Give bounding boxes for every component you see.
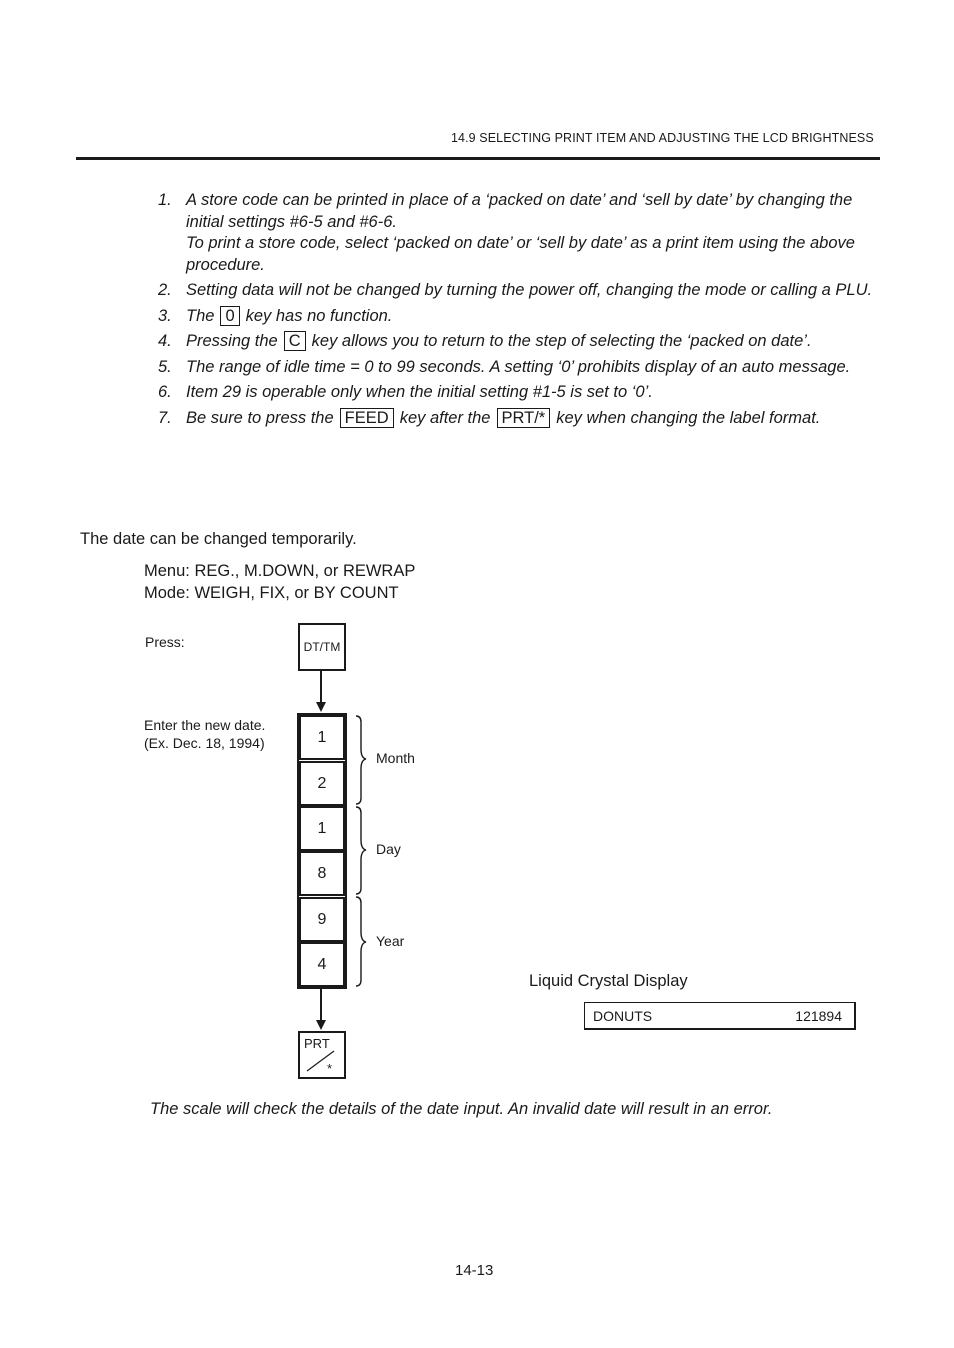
key-feed: FEED — [340, 408, 394, 428]
note-text: key allows you to return to the step of selecting the ‘packed on date’. — [311, 332, 812, 350]
enter-date-example: (Ex. Dec. 18, 1994) — [144, 735, 265, 751]
note-number: 3. — [158, 306, 172, 325]
brace-label-month: Month — [376, 750, 415, 766]
arrow-icon — [316, 987, 326, 1030]
digit-key: 4 — [299, 942, 345, 987]
dttm-key: DT/TM — [298, 623, 346, 671]
note-number: 1. — [158, 191, 172, 209]
key-zero: 0 — [220, 306, 239, 326]
enter-date-line: Enter the new date. — [144, 717, 266, 733]
key-c: C — [284, 331, 306, 351]
digit-key: 8 — [299, 851, 345, 896]
key-prt: PRT/* — [497, 408, 551, 428]
mode-line: Mode: WEIGH, FIX, or BY COUNT — [144, 584, 399, 602]
brace-month-icon — [356, 716, 366, 804]
lcd-display — [584, 1002, 856, 1030]
section-header: 14.9 SELECTING PRINT ITEM AND ADJUSTING THE LCD BRIGHTNESS — [451, 131, 874, 145]
date-keys-group — [297, 713, 347, 989]
note-text: key when changing the label format. — [556, 408, 821, 427]
note-text: key has no function. — [245, 306, 393, 325]
prt-key — [298, 1031, 346, 1079]
brace-year-icon — [356, 897, 366, 986]
note-text: Pressing the — [186, 332, 278, 350]
digit-key: 9 — [299, 897, 345, 942]
note-number: 4. — [158, 332, 172, 350]
menu-line: Menu: REG., M.DOWN, or REWRAP — [144, 562, 416, 580]
slash-icon — [300, 1033, 344, 1077]
note-text: A store code can be printed in place of a ‘packed on date’ and ‘sell by date’ by changing the initial settings #6-5 and #6-6. — [186, 191, 853, 231]
brace-label-day: Day — [376, 841, 401, 857]
note-text: Setting data will not be changed by turning the power off, changing the mode or calling a PLU. — [186, 281, 873, 299]
note-text: The — [186, 306, 215, 325]
date-check-note: The scale will check the details of the date input. An invalid date will result in an error. — [150, 1100, 773, 1118]
note-text: The range of idle time = 0 to 99 seconds. A setting ‘0’ prohibits display of an auto message. — [186, 357, 851, 376]
brace-label-year: Year — [376, 933, 405, 949]
note-text: key after the — [399, 408, 491, 427]
lcd-item-text: DONUTS — [593, 1008, 653, 1024]
prt-key-star: * — [327, 1061, 333, 1076]
digit-key: 2 — [299, 761, 345, 806]
page-number: 14-13 — [455, 1262, 494, 1279]
digit-key: 1 — [299, 806, 345, 851]
note-text: Be sure to press the — [186, 408, 334, 427]
note-text: To print a store code, select ‘packed on date’ or ‘sell by date’ as a print item using the above procedure. — [186, 234, 855, 274]
intro-text: The date can be changed temporarily. — [80, 530, 357, 548]
note-number: 6. — [158, 383, 172, 401]
note-number: 2. — [158, 281, 172, 299]
arrow-icon — [316, 669, 326, 712]
note-text: Item 29 is operable only when the initial setting #1-5 is set to ‘0’. — [186, 383, 653, 401]
note-number: 7. — [158, 408, 172, 427]
lcd-title: Liquid Crystal Display — [529, 972, 688, 990]
lcd-date-text: 121894 — [795, 1008, 842, 1024]
press-label: Press: — [145, 634, 185, 650]
brace-day-icon — [356, 807, 366, 894]
note-number: 5. — [158, 357, 172, 376]
digit-key: 1 — [299, 715, 345, 760]
prt-key-label: PRT — [304, 1036, 330, 1051]
